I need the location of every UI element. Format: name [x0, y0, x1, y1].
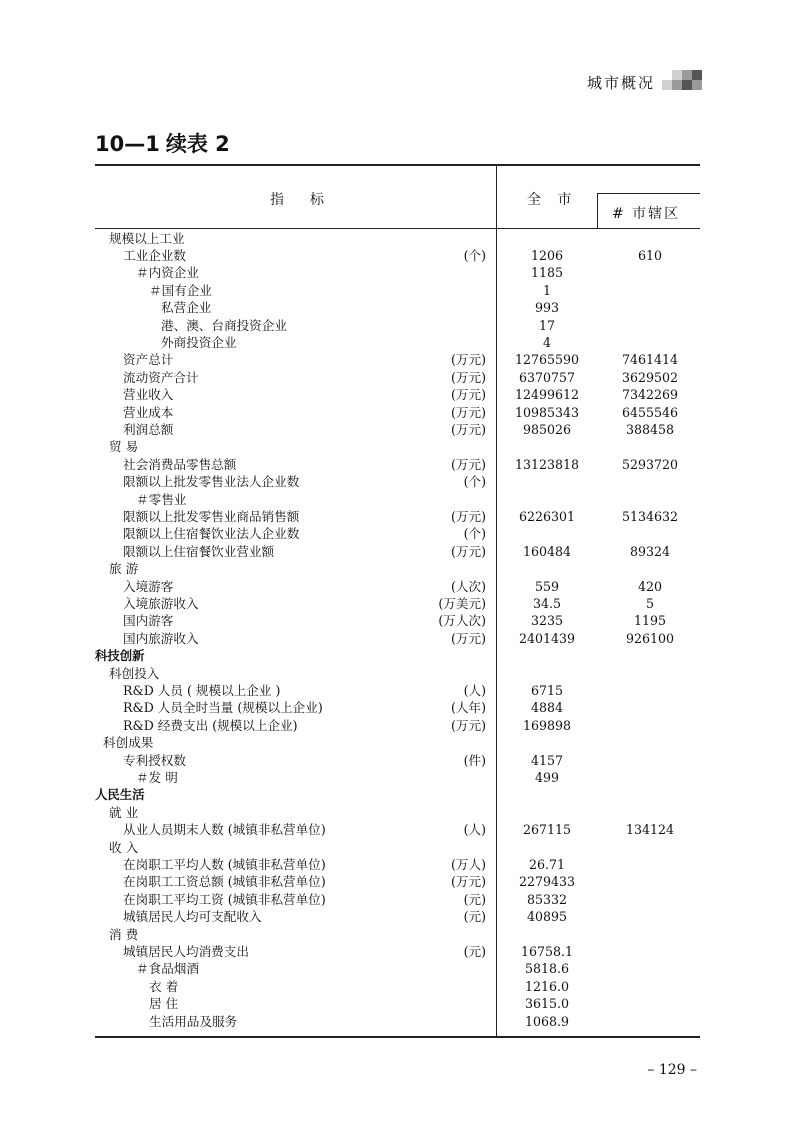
row-value-all-city: 993 — [534, 300, 560, 316]
subheader-divider — [597, 193, 598, 228]
row-value-districts: 5293720 — [621, 456, 679, 472]
row-label: ＃发 明 — [136, 769, 178, 785]
row-value-all-city: 34.5 — [532, 595, 562, 611]
row-label: R&D 经费支出 (规模以上企业) — [123, 717, 298, 733]
row-value-districts: 610 — [637, 247, 663, 263]
table-number: 10—1 — [95, 132, 160, 156]
row-label: 营业成本 — [123, 404, 174, 420]
table-row — [95, 543, 700, 560]
row-value-all-city: 1 — [542, 282, 551, 298]
row-value-all-city: 4884 — [530, 700, 564, 716]
row-unit: (人) — [463, 822, 486, 838]
table-row — [95, 264, 700, 281]
table-row — [95, 891, 700, 908]
row-unit: (元) — [463, 891, 486, 907]
row-value-districts: 7342269 — [621, 387, 679, 403]
row-value-all-city: 10985343 — [514, 404, 580, 420]
table-row — [95, 491, 700, 508]
table-row — [95, 247, 700, 264]
row-unit: (万元) — [450, 352, 486, 368]
row-value-all-city: 169898 — [522, 717, 572, 733]
table-row — [95, 386, 700, 403]
column-header-all-city: 全 市 — [527, 192, 578, 208]
row-unit: (万人) — [450, 856, 486, 872]
row-value-districts: 1195 — [633, 613, 667, 629]
row-unit: (人年) — [450, 700, 486, 716]
table-row — [95, 421, 700, 438]
row-value-all-city: 499 — [534, 769, 560, 785]
row-label: 人民生活 — [95, 787, 145, 803]
row-value-all-city: 16758.1 — [520, 943, 574, 959]
row-unit: (万元) — [450, 456, 486, 472]
table-row — [95, 612, 700, 629]
row-label: 流动资产合计 — [123, 369, 199, 385]
row-label: 社会消费品零售总额 — [123, 456, 237, 472]
row-unit: (万元) — [450, 369, 486, 385]
header-decoration — [662, 70, 702, 92]
row-value-all-city: 985026 — [522, 421, 572, 437]
row-value-all-city: 3235 — [530, 613, 564, 629]
table-row — [95, 804, 700, 821]
row-value-districts: 7461414 — [621, 352, 679, 368]
table-row — [95, 595, 700, 612]
row-label: 旅 游 — [109, 561, 139, 577]
row-value-districts: 5134632 — [621, 508, 679, 524]
row-value-all-city: 6226301 — [518, 508, 576, 524]
row-label: ＃内资企业 — [136, 265, 199, 281]
table-row — [95, 317, 700, 334]
row-unit: (万元) — [450, 717, 486, 733]
row-unit: (人次) — [450, 578, 486, 594]
row-label: ＃国有企业 — [149, 282, 212, 298]
table-row — [95, 508, 700, 525]
row-value-districts: 388458 — [625, 421, 675, 437]
table-top-rule — [95, 164, 700, 166]
row-label: 城镇居民人均消费支出 — [123, 943, 249, 959]
table-row — [95, 682, 700, 699]
row-value-all-city: 1216.0 — [524, 978, 570, 994]
table-row — [95, 821, 700, 838]
row-value-all-city: 4157 — [530, 752, 564, 768]
page-number: – 129 – — [647, 1062, 697, 1078]
row-label: 限额以上住宿餐饮业营业额 — [123, 543, 275, 559]
row-value-districts: 926100 — [625, 630, 675, 646]
row-label: 限额以上住宿餐饮业法人企业数 — [123, 526, 300, 542]
row-unit: (元) — [463, 909, 486, 925]
row-label: 在岗职工平均工资 (城镇非私营单位) — [123, 891, 326, 907]
table-row — [95, 334, 700, 351]
table-title — [95, 128, 230, 158]
row-label: 在岗职工平均人数 (城镇非私营单位) — [123, 856, 326, 872]
row-value-districts: 89324 — [629, 543, 671, 559]
table-row — [95, 908, 700, 925]
row-value-all-city: 5818.6 — [524, 961, 570, 977]
table-row — [95, 769, 700, 786]
row-value-all-city: 2279433 — [518, 874, 576, 890]
row-value-all-city: 85332 — [526, 891, 568, 907]
row-value-all-city: 160484 — [522, 543, 572, 559]
subheader-rule — [597, 193, 700, 194]
row-label: 科技创新 — [95, 648, 145, 664]
table-row — [95, 282, 700, 299]
row-label: 资产总计 — [123, 352, 174, 368]
row-label: R&D 人员全时当量 (规模以上企业) — [123, 700, 323, 716]
row-label: 规模以上工业 — [109, 230, 185, 246]
table-row — [95, 699, 700, 716]
row-label: 科创投入 — [109, 665, 160, 681]
table-row — [95, 995, 700, 1012]
table-row — [95, 647, 700, 664]
table-row — [95, 873, 700, 890]
row-value-all-city: 13123818 — [514, 456, 580, 472]
table-row — [95, 578, 700, 595]
table-row — [95, 230, 700, 247]
table-row — [95, 560, 700, 577]
row-unit: (万人次) — [438, 613, 486, 629]
row-label: 在岗职工工资总额 (城镇非私营单位) — [123, 874, 326, 890]
table-row — [95, 630, 700, 647]
row-value-all-city: 1185 — [530, 265, 564, 281]
row-value-all-city: 267115 — [522, 822, 572, 838]
row-label: 消 费 — [109, 926, 139, 942]
table-row — [95, 369, 700, 386]
row-unit: (万元) — [450, 421, 486, 437]
row-unit: (个) — [463, 474, 486, 490]
row-value-all-city: 26.71 — [528, 856, 566, 872]
row-label: 生活用品及服务 — [149, 1013, 238, 1029]
table-row — [95, 734, 700, 751]
table-row — [95, 926, 700, 943]
row-label: 限额以上批发零售业法人企业数 — [123, 474, 300, 490]
row-unit: (万美元) — [438, 595, 486, 611]
row-label: 城镇居民人均可支配收入 — [123, 909, 262, 925]
row-value-all-city: 3615.0 — [524, 996, 570, 1012]
row-label: 入境旅游收入 — [123, 595, 199, 611]
table-bottom-rule — [95, 1036, 700, 1038]
row-label: 就 业 — [109, 804, 139, 820]
row-label: 居 住 — [149, 996, 179, 1012]
row-value-all-city: 40895 — [526, 909, 568, 925]
row-label: 国内旅游收入 — [123, 630, 199, 646]
row-label: R&D 人员 ( 规模以上企业 ) — [123, 682, 281, 698]
row-unit: (万元) — [450, 874, 486, 890]
row-label: 利润总额 — [123, 421, 174, 437]
row-value-districts: 6455546 — [621, 404, 679, 420]
column-header-indicator: 指 标 — [270, 192, 330, 208]
row-label: 收 入 — [109, 839, 139, 855]
row-value-all-city: 2401439 — [518, 630, 576, 646]
row-unit: (个) — [463, 526, 486, 542]
table-row — [95, 856, 700, 873]
table-row — [95, 438, 700, 455]
row-label: 国内游客 — [123, 613, 174, 629]
row-unit: (个) — [463, 247, 486, 263]
row-unit: (万元) — [450, 508, 486, 524]
row-label: ＃零售业 — [136, 491, 187, 507]
row-value-all-city: 12499612 — [514, 387, 580, 403]
row-label: 衣 着 — [149, 978, 179, 994]
table-row — [95, 665, 700, 682]
row-value-all-city: 6370757 — [518, 369, 576, 385]
row-value-all-city: 6715 — [530, 682, 564, 698]
row-label: 外商投资企业 — [161, 334, 237, 350]
row-label: 从业人员期末人数 (城镇非私营单位) — [123, 822, 326, 838]
row-value-districts: 134124 — [625, 822, 675, 838]
row-label: 贸 易 — [109, 439, 139, 455]
column-header-districts: # 市辖区 — [612, 206, 681, 222]
row-value-all-city: 4 — [542, 334, 551, 350]
row-value-all-city: 17 — [538, 317, 556, 333]
row-unit: (万元) — [450, 387, 486, 403]
table-row — [95, 839, 700, 856]
row-unit: (件) — [463, 752, 486, 768]
row-label: 限额以上批发零售业商品销售额 — [123, 508, 300, 524]
table-row — [95, 456, 700, 473]
row-label: ＃食品烟酒 — [136, 961, 199, 977]
table-row — [95, 960, 700, 977]
table-row — [95, 404, 700, 421]
section-title: 城市概况 — [586, 74, 655, 92]
row-unit: (万元) — [450, 404, 486, 420]
row-label: 工业企业数 — [123, 247, 186, 263]
row-label: 私营企业 — [161, 300, 212, 316]
row-value-districts: 5 — [645, 595, 654, 611]
table-row — [95, 1013, 700, 1030]
row-label: 入境游客 — [123, 578, 174, 594]
row-label: 营业收入 — [123, 387, 174, 403]
table-row — [95, 943, 700, 960]
row-label: 港、澳、台商投资企业 — [161, 317, 287, 333]
table-row — [95, 525, 700, 542]
row-value-all-city: 12765590 — [514, 352, 580, 368]
row-unit: (元) — [463, 943, 486, 959]
table-row — [95, 351, 700, 368]
table-row — [95, 978, 700, 995]
table-row — [95, 752, 700, 769]
table-row — [95, 473, 700, 490]
row-value-all-city: 1068.9 — [524, 1013, 570, 1029]
row-unit: (万元) — [450, 543, 486, 559]
table-row — [95, 299, 700, 316]
row-value-districts: 420 — [637, 578, 663, 594]
row-unit: (万元) — [450, 630, 486, 646]
row-label: 科创成果 — [103, 735, 154, 751]
table-row — [95, 717, 700, 734]
table-subtitle: 续表 2 — [165, 132, 230, 156]
row-value-districts: 3629502 — [621, 369, 679, 385]
row-label: 专利授权数 — [123, 752, 186, 768]
row-value-all-city: 1206 — [530, 247, 564, 263]
row-unit: (人) — [463, 682, 486, 698]
row-value-all-city: 559 — [534, 578, 560, 594]
table-row — [95, 786, 700, 803]
